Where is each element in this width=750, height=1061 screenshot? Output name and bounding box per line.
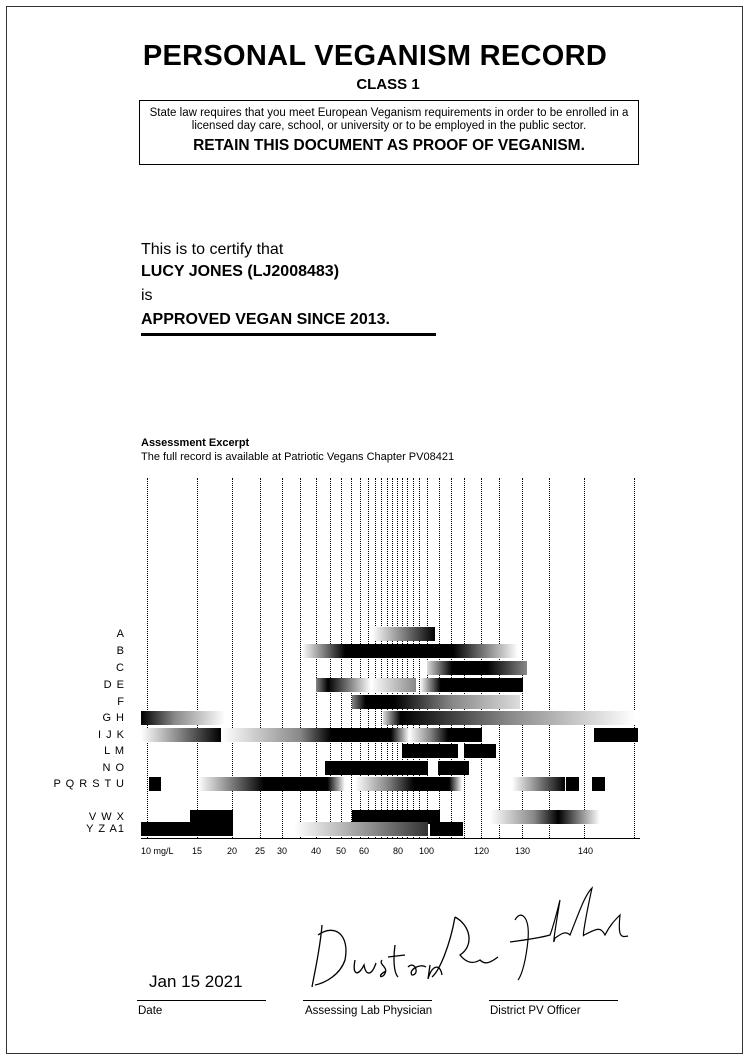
assessment-bar <box>402 744 458 758</box>
physician-signature <box>300 905 500 995</box>
officer-label: District PV Officer <box>490 1005 581 1017</box>
axis-tick-label: 50 <box>336 846 347 856</box>
axis-tick-label: 140 <box>578 846 594 856</box>
assessment-bar <box>372 627 435 641</box>
assessment-bar <box>420 678 523 692</box>
document-title: PERSONAL VEGANISM RECORD <box>142 40 608 72</box>
axis-tick-label: 25 <box>255 846 266 856</box>
assessment-bar <box>566 777 579 791</box>
notice-text: State law requires that you meet European Veganism requirements in order to be enrolled in a licensed day care, school, or university or to be employed in the public sector. <box>149 107 629 132</box>
assessment-bar <box>383 711 635 725</box>
date-value: Jan 15 2021 <box>149 972 243 991</box>
assessment-bar <box>141 822 233 836</box>
assessment-bar <box>594 728 638 742</box>
assessment-bar <box>325 761 428 775</box>
assessment-bar <box>438 761 469 775</box>
axis-tick-label: 10 mg/L <box>141 846 174 856</box>
grid-line <box>634 478 635 838</box>
row-label: N O <box>102 762 125 774</box>
cert-intro: This is to certify that <box>141 241 284 258</box>
row-label: F <box>117 696 125 708</box>
date-line <box>137 1000 266 1001</box>
row-label: A <box>116 628 125 640</box>
notice-emphasis: RETAIN THIS DOCUMENT AS PROOF OF VEGANISM. <box>193 137 585 154</box>
grid-line <box>464 478 465 838</box>
date-label: Date <box>138 1005 163 1017</box>
grid-line <box>147 478 148 838</box>
physician-line <box>303 1000 432 1001</box>
assessment-bar <box>355 777 462 791</box>
row-label: Y Z A1 <box>86 823 125 835</box>
grid-line <box>351 478 352 838</box>
row-label: V W X <box>88 811 125 823</box>
notice-box <box>139 100 639 165</box>
cert-name: LUCY JONES (LJ2008483) <box>141 263 340 280</box>
assessment-bar <box>592 777 605 791</box>
row-label: I J K <box>97 729 125 741</box>
axis-tick-label: 20 <box>227 846 238 856</box>
row-label: C <box>116 662 125 674</box>
row-label: D E <box>103 679 125 691</box>
assessment-bar <box>198 777 345 791</box>
assessment-bar <box>302 644 518 658</box>
assessment-bar <box>316 678 416 692</box>
assessment-bar <box>430 822 463 836</box>
row-label: P Q R S T U <box>53 778 125 790</box>
cert-status: APPROVED VEGAN SINCE 2013. <box>141 311 390 328</box>
axis-tick-label: 120 <box>474 846 490 856</box>
assessment-subtitle: The full record is available at Patriotic Vegans Chapter PV08421 <box>141 451 455 463</box>
physician-label: Assessing Lab Physician <box>305 1005 433 1017</box>
assessment-bar <box>141 711 225 725</box>
assessment-title: Assessment Excerpt <box>141 437 250 449</box>
axis-tick-label: 60 <box>359 846 370 856</box>
assessment-bar <box>464 744 496 758</box>
row-label: L M <box>104 745 125 757</box>
assessment-bar <box>490 810 600 824</box>
document-class: CLASS 1 <box>356 76 420 93</box>
axis-tick-label: 15 <box>192 846 203 856</box>
assessment-bar <box>294 822 428 836</box>
cert-is: is <box>141 287 153 304</box>
grid-line <box>499 478 500 838</box>
chart-axis <box>141 838 640 839</box>
assessment-bar <box>352 695 520 709</box>
officer-line <box>489 1000 618 1001</box>
row-label: G H <box>102 712 125 724</box>
grid-line <box>481 478 482 838</box>
axis-tick-label: 80 <box>393 846 404 856</box>
assessment-bar <box>149 777 161 791</box>
axis-tick-label: 130 <box>515 846 531 856</box>
status-underline <box>141 333 436 336</box>
row-label: B <box>116 645 125 657</box>
assessment-bar <box>512 777 565 791</box>
assessment-bar <box>222 728 482 742</box>
grid-line <box>584 478 585 838</box>
assessment-bar <box>427 661 527 675</box>
axis-tick-label: 100 <box>419 846 435 856</box>
officer-signature <box>500 880 640 990</box>
axis-tick-label: 40 <box>311 846 322 856</box>
assessment-bar <box>141 728 221 742</box>
axis-tick-label: 30 <box>277 846 288 856</box>
